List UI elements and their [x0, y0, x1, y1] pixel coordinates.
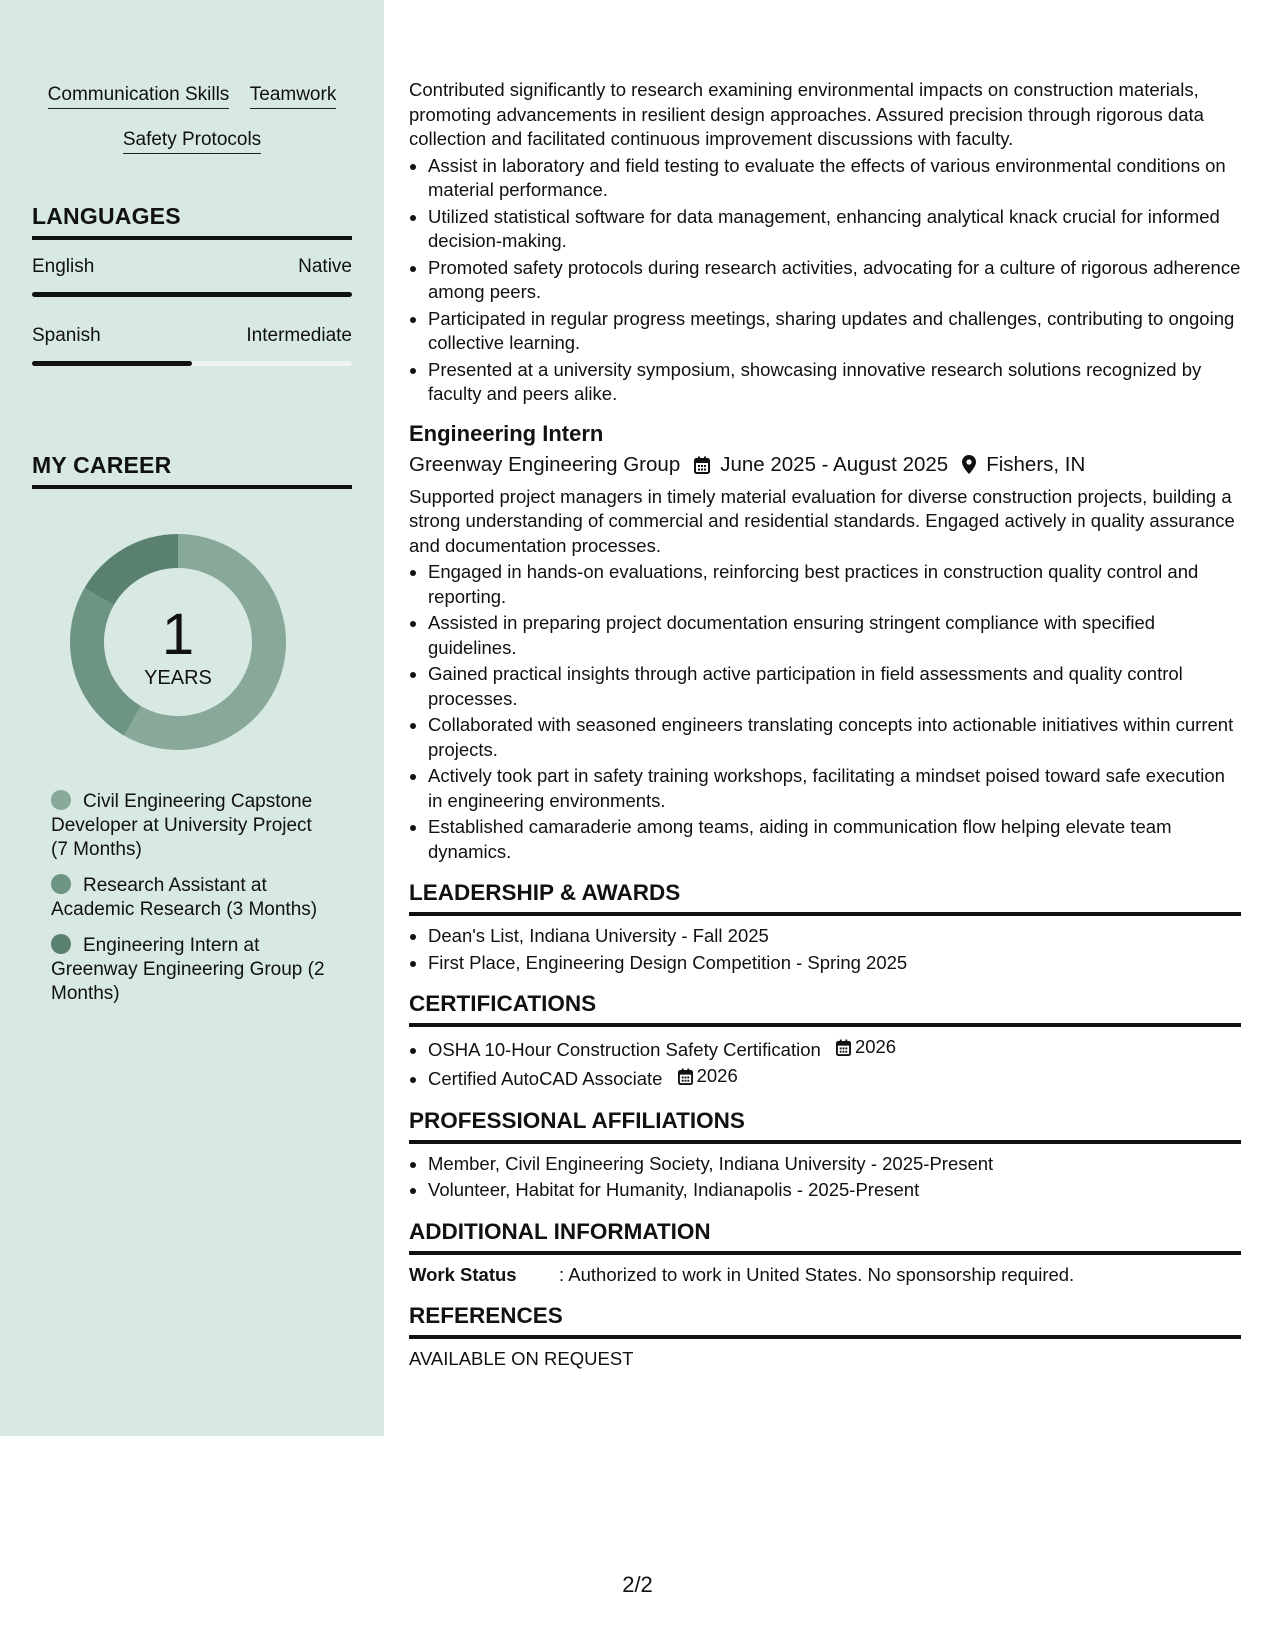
cert-name: OSHA 10-Hour Construction Safety Certification — [428, 1038, 821, 1060]
list-item: • Participated in regular progress meetings, sharing updates and challenges, contributing to ongoing collective learning. — [428, 307, 1241, 356]
language-proficiency-fill — [32, 361, 192, 366]
skills-list — [32, 84, 352, 174]
main-content — [409, 78, 1241, 1372]
languages-heading: LANGUAGES — [32, 203, 352, 240]
references-heading: REFERENCES — [409, 1301, 1241, 1339]
language-level: Native — [298, 256, 352, 277]
calendar-icon — [678, 1068, 693, 1085]
language-proficiency-bar — [32, 292, 352, 297]
list-item: • Presented at a university symposium, showcasing innovative research solutions recognized by faculty and peers alike. — [428, 358, 1241, 407]
work-status-value: : Authorized to work in United States. No sponsorship required. — [559, 1263, 1075, 1285]
job-description: Supported project managers in timely material evaluation for diverse construction projects, building a strong understanding of commercial and residential standards. Engaged actively in quality assurance and documentation processes. — [409, 485, 1235, 556]
references-text: AVAILABLE ON REQUEST — [409, 1348, 634, 1369]
job-description: Contributed significantly to research examining environmental impacts on construction materials, promoting advancements in resilient design approaches. Assured precision through rigorous data collection and facilitated continuous improvement discussions with faculty. — [409, 79, 1204, 149]
career-donut-segment — [84, 534, 178, 605]
language-proficiency-fill — [32, 292, 352, 297]
page-number: 2/2 — [622, 1572, 653, 1597]
list-item: • Assist in laboratory and field testing to evaluate the effects of various environmental conditions on material performance. — [428, 154, 1241, 203]
list-item: • Volunteer, Habitat for Humanity, Indianapolis - 2025-Present — [428, 1178, 1241, 1203]
career-heading: MY CAREER — [32, 452, 352, 489]
legend-label: Engineering Intern at Greenway Engineering Group (2 Months) — [51, 935, 325, 1004]
affiliations-list — [409, 1152, 1241, 1203]
language-proficiency-bar — [32, 361, 352, 366]
list-item: • Gained practical insights through active participation in field assessments and quality control processes. — [428, 662, 1241, 711]
job-company: Greenway Engineering Group — [409, 452, 681, 476]
sidebar — [0, 0, 384, 1436]
legend-label: Civil Engineering Capstone Developer at University Project (7 Months) — [51, 791, 313, 860]
cert-name: Certified AutoCAD Associate — [428, 1068, 663, 1089]
engineering-intern-section — [409, 419, 1241, 865]
list-item: • Collaborated with seasoned engineers translating concepts into actionable initiatives within current projects. — [428, 713, 1241, 762]
list-item — [428, 1035, 1241, 1062]
map-pin-icon — [962, 455, 976, 474]
skill-tag: Communication Skills — [48, 84, 230, 109]
career-legend-item — [51, 874, 331, 922]
skill-tag: Safety Protocols — [123, 129, 261, 154]
list-item: • Actively took part in safety training workshops, facilitating a mindset poised toward safe execution in engineering environments. — [428, 764, 1241, 813]
certifications-list — [409, 1035, 1241, 1092]
list-item — [428, 1064, 1241, 1091]
legend-dot — [51, 934, 71, 954]
language-english — [32, 256, 352, 297]
research-job-section — [409, 78, 1241, 407]
leadership-heading: LEADERSHIP & AWARDS — [409, 878, 1241, 916]
list-item: • Engaged in hands-on evaluations, reinforcing best practices in construction quality control and reporting. — [428, 560, 1241, 609]
calendar-icon — [836, 1039, 851, 1056]
legend-dot — [51, 790, 71, 810]
job-meta — [409, 449, 1241, 481]
leadership-list — [409, 924, 1241, 975]
affiliations-heading: PROFESSIONAL AFFILIATIONS — [409, 1106, 1241, 1144]
career-total-unit: YEARS — [144, 667, 212, 689]
career-donut-chart — [62, 526, 294, 758]
additional-info-heading: ADDITIONAL INFORMATION — [409, 1217, 1241, 1255]
list-item: • First Place, Engineering Design Competition - Spring 2025 — [428, 951, 1241, 976]
career-legend — [51, 790, 331, 1018]
list-item: • Promoted safety protocols during research activities, advocating for a culture of rigorous adherence among peers. — [428, 256, 1241, 305]
list-item: • Member, Civil Engineering Society, Indiana University - 2025-Present — [428, 1152, 1241, 1177]
list-item: • Established camaraderie among teams, aiding in communication flow helping elevate team dynamics. — [428, 815, 1241, 864]
career-legend-item — [51, 934, 331, 1006]
skill-tag: Teamwork — [250, 84, 337, 109]
list-item: • Utilized statistical software for data management, enhancing analytical knack crucial for informed decision-making. — [428, 205, 1241, 254]
certifications-heading: CERTIFICATIONS — [409, 989, 1241, 1027]
cert-year: 2026 — [696, 1065, 738, 1087]
job-title: Engineering Intern — [409, 420, 604, 446]
job-location: Fishers, IN — [986, 452, 1086, 476]
work-status-row — [409, 1263, 1241, 1288]
career-total-value: 1 — [161, 602, 195, 667]
job-bullets — [409, 154, 1241, 407]
language-spanish — [32, 325, 352, 366]
language-level: Intermediate — [246, 325, 352, 346]
language-name: English — [32, 256, 95, 277]
legend-label: Research Assistant at Academic Research (3 Months) — [51, 875, 318, 920]
legend-dot — [51, 874, 71, 894]
list-item: • Assisted in preparing project documentation ensuring stringent compliance with specified guidelines. — [428, 611, 1241, 660]
list-item: • Dean's List, Indiana University - Fall 2025 — [428, 924, 1241, 949]
cert-year: 2026 — [854, 1036, 897, 1057]
career-legend-item — [51, 790, 331, 862]
calendar-icon — [694, 456, 710, 474]
job-dates: June 2025 - August 2025 — [720, 452, 949, 476]
language-name: Spanish — [32, 325, 101, 346]
work-status-label: Work Status — [409, 1263, 517, 1285]
job-bullets — [409, 560, 1241, 864]
career-donut-segment — [70, 588, 141, 736]
